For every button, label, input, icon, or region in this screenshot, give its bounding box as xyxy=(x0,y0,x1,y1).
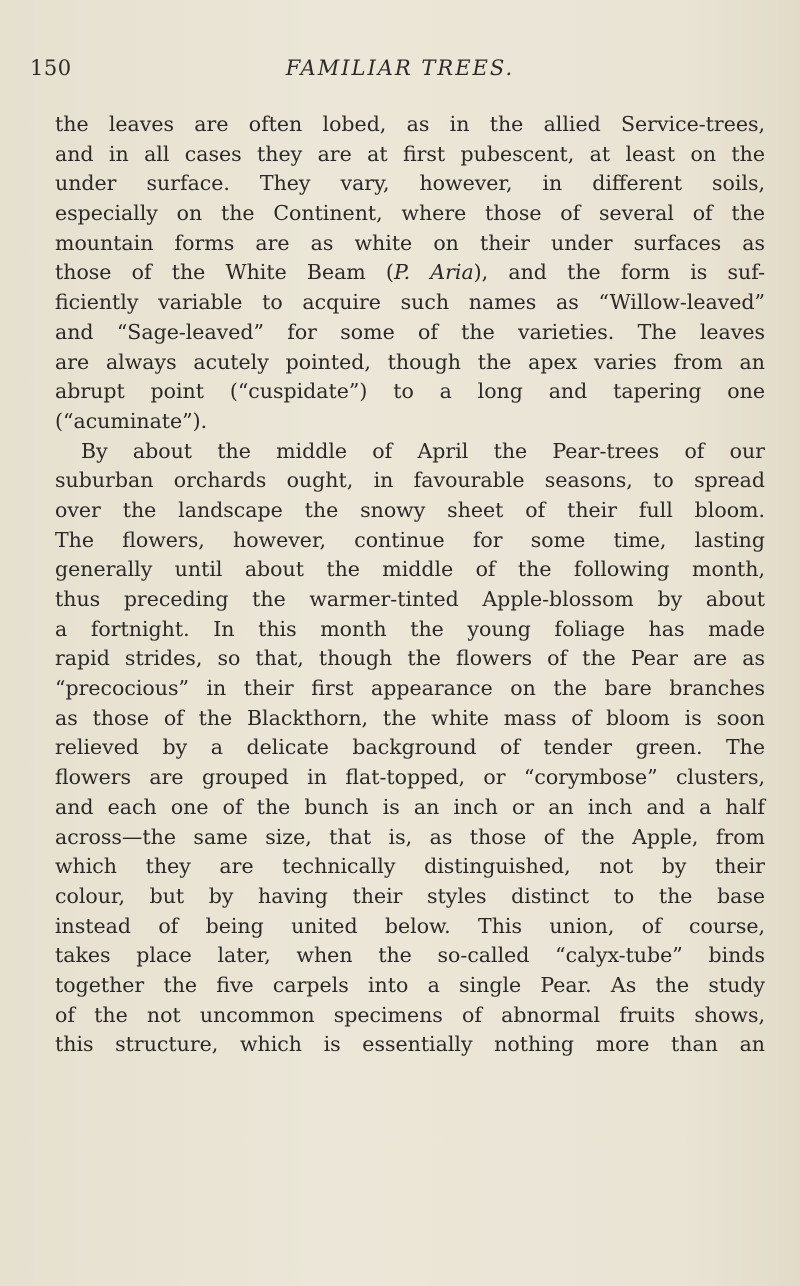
text-line: which they are technically distinguished, not by their xyxy=(55,854,765,879)
text-line: rapid strides, so that, though the flowers of the Pear are as xyxy=(55,646,765,671)
text-line: instead of being united below. This union, of course, xyxy=(55,913,765,938)
text-line: together the five carpels into a single Pear. As the study xyxy=(55,972,765,997)
text-line: By about the middle of April the Pear-trees of our xyxy=(81,438,765,463)
text-line: as those of the Blackthorn, the white mass of bloom is soon xyxy=(55,705,765,730)
text-line: and “Sage-leaved” for some of the varieties. The leaves xyxy=(55,319,765,344)
text-line: across—the same size, that is, as those of the Apple, from xyxy=(55,824,765,849)
text-line: “precocious” in their first appearance on the bare branches xyxy=(55,676,765,701)
text-line: especially on the Continent, where those of several of the xyxy=(55,201,765,226)
text-line: and each one of the bunch is an inch or an inch and a half xyxy=(55,794,765,819)
page-header xyxy=(0,56,800,96)
text-line: ficiently variable to acquire such names as “Willow-leaved” xyxy=(55,290,765,315)
running-head: FAMILIAR TREES. xyxy=(285,56,515,80)
text-line: and in all cases they are at first pubescent, at least on the xyxy=(55,141,765,166)
botanical-name: P. Aria xyxy=(393,260,474,285)
text-line: under surface. They vary, however, in different soils, xyxy=(55,171,765,196)
text-line: takes place later, when the so-called “calyx-tube” binds xyxy=(55,943,765,968)
text-line: mountain forms are as white on their under surfaces as xyxy=(55,230,765,255)
text-line: thus preceding the warmer-tinted Apple-blossom by about xyxy=(55,587,765,611)
text-line: those of the White Beam (P. Aria), and the form is suf- xyxy=(55,260,765,285)
text-line: the leaves are often lobed, as in the allied Service-trees, xyxy=(55,112,765,136)
text-line: (“acuminate”). xyxy=(55,408,208,433)
text-line: generally until about the middle of the following month, xyxy=(55,557,765,582)
text-line: flowers are grouped in flat-topped, or “corymbose” clusters, xyxy=(55,765,765,790)
text-line: a fortnight. In this month the young foliage has made xyxy=(55,616,765,641)
text-line: relieved by a delicate background of tender green. The xyxy=(55,735,765,760)
text-line: The flowers, however, continue for some time, lasting xyxy=(55,527,765,552)
text-line: colour, but by having their styles distinct to the base xyxy=(55,883,765,908)
text-line: this structure, which is essentially nothing more than an xyxy=(55,1032,765,1057)
text-line: abrupt point (“cuspidate”) to a long and tapering one xyxy=(55,379,765,404)
text-line: are always acutely pointed, though the apex varies from an xyxy=(55,349,765,374)
body-text xyxy=(55,110,765,1060)
text-line: of the not uncommon specimens of abnormal fruits shows, xyxy=(55,1002,765,1027)
text-line: suburban orchards ought, in favourable seasons, to spread xyxy=(55,468,765,493)
text-line: over the landscape the snowy sheet of their full bloom. xyxy=(55,497,765,522)
page-number: 150 xyxy=(30,56,72,80)
